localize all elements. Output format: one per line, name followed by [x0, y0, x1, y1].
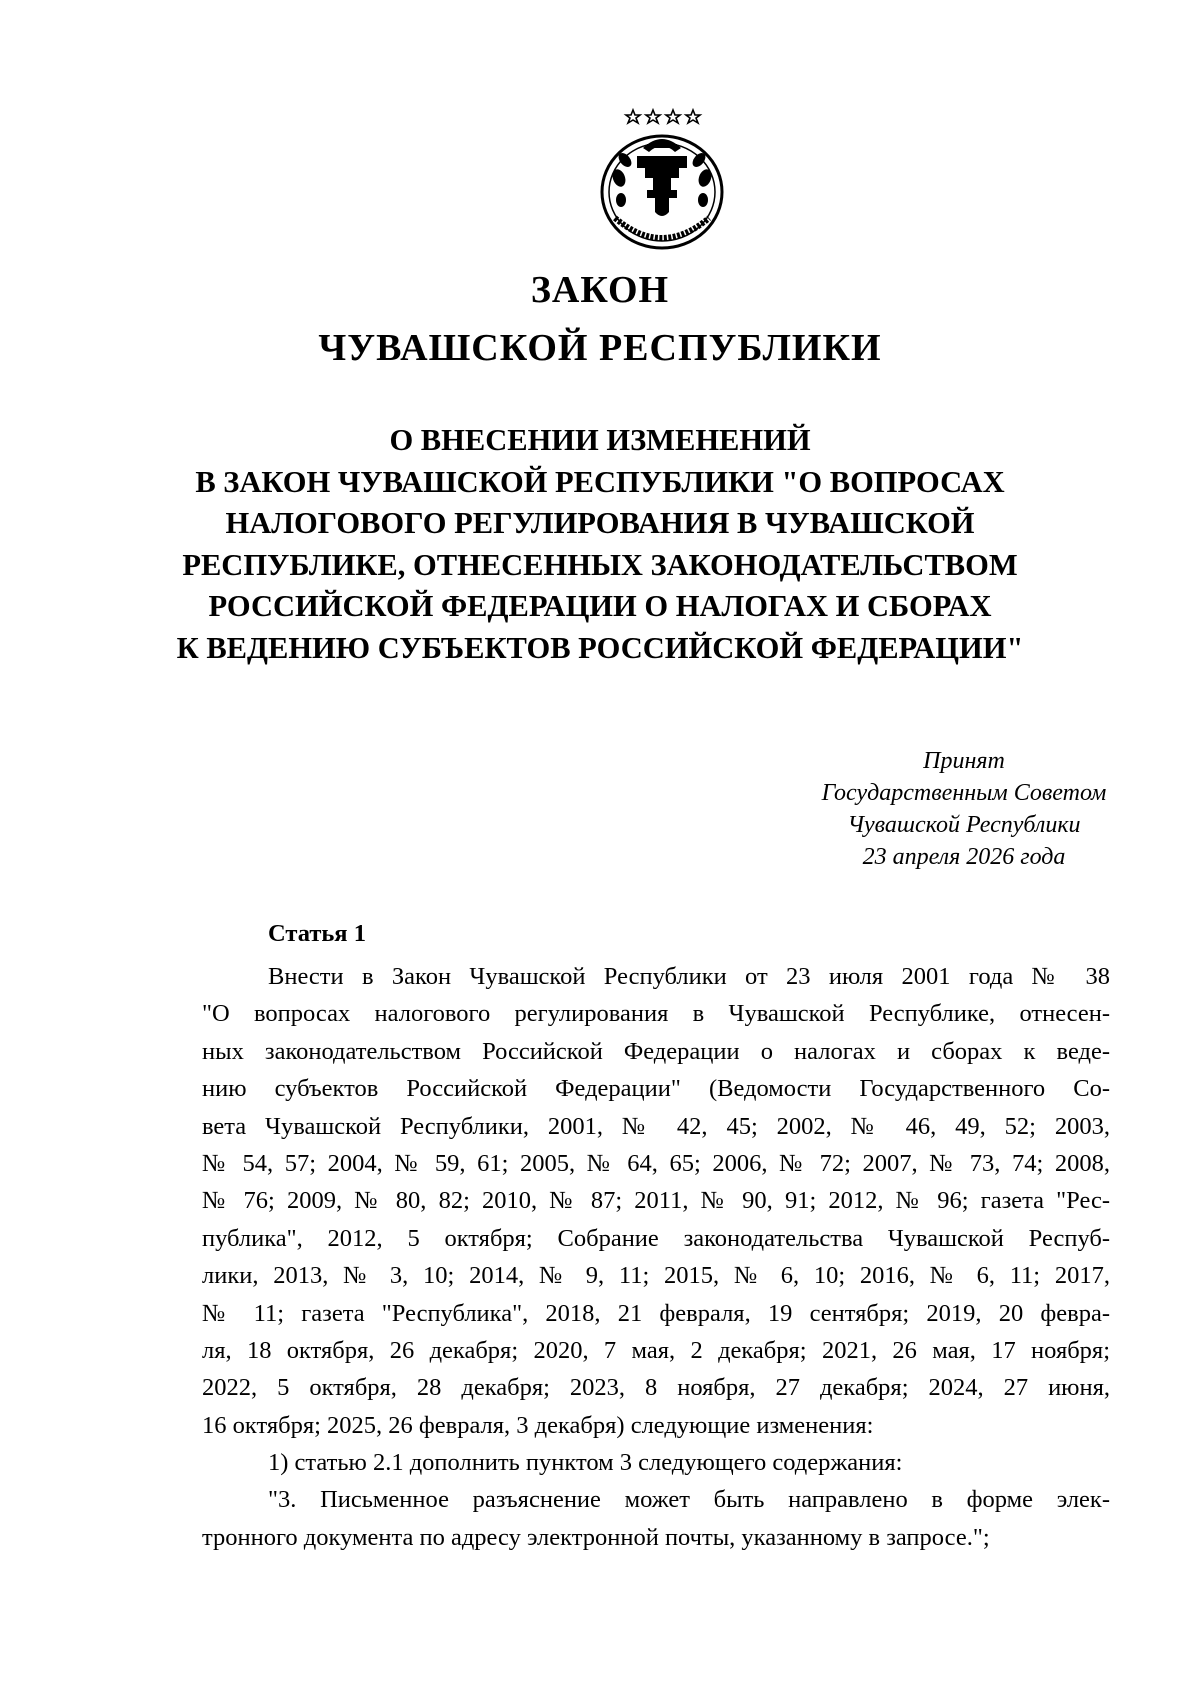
body-line: "3. Письменное разъяснение может быть направлено в форме элек-	[268, 1486, 1110, 1514]
article-body	[202, 958, 1110, 1556]
subtitle-line: РЕСПУБЛИКЕ, ОТНЕСЕННЫХ ЗАКОНОДАТЕЛЬСТВОМ	[182, 547, 1018, 582]
issuer-title: ЧУВАШСКОЙ РЕСПУБЛИКИ	[318, 327, 882, 369]
adoption-line: Чувашской Республики	[847, 812, 1081, 838]
article-heading: Статья 1	[268, 920, 366, 947]
body-line: № 76; 2009, № 80, 82; 2010, № 87; 2011, № 90, 91; 2012, № 96; газета "Рес-	[202, 1187, 1110, 1215]
body-line: 1) статью 2.1 дополнить пунктом 3 следующего содержания:	[268, 1449, 903, 1477]
body-line: публика", 2012, 5 октября; Собрание законодательства Чувашской Респуб-	[202, 1224, 1110, 1252]
body-line: Внести в Закон Чувашской Республики от 23 июля 2001 года № 38	[268, 963, 1110, 990]
body-line: ных законодательством Российской Федерации о налогах и сборах к веде-	[202, 1037, 1110, 1065]
adoption-line: Принят	[923, 748, 1005, 774]
body-line: № 11; газета "Республика", 2018, 21 февраля, 19 сентября; 2019, 20 февра-	[202, 1299, 1110, 1327]
body-line: "О вопросах налогового регулирования в Чувашской Республике, отнесен-	[202, 1000, 1110, 1028]
subtitle-line: В ЗАКОН ЧУВАШСКОЙ РЕСПУБЛИКИ "О ВОПРОСАХ	[195, 464, 1005, 499]
body-line: № 54, 57; 2004, № 59, 61; 2005, № 64, 65; 2006, № 72; 2007, № 73, 74; 2008,	[202, 1149, 1110, 1177]
subtitle-line: К ВЕДЕНИЮ СУБЪЕКТОВ РОССИЙСКОЙ ФЕДЕРАЦИИ"	[176, 630, 1024, 665]
body-line: ля, 18 октября, 26 декабря; 2020, 7 мая, 2 декабря; 2021, 26 мая, 17 ноября;	[202, 1336, 1110, 1364]
document-type-title: ЗАКОН	[530, 269, 670, 311]
body-line: 2022, 5 октября, 28 декабря; 2023, 8 ноября, 27 декабря; 2024, 27 июня,	[202, 1374, 1110, 1402]
adoption-line: Государственным Советом	[821, 780, 1107, 806]
subtitle-line: О ВНЕСЕНИИ ИЗМЕНЕНИЙ	[389, 423, 811, 457]
adoption-note	[740, 745, 1188, 873]
subtitle-line: РОССИЙСКОЙ ФЕДЕРАЦИИ О НАЛОГАХ И СБОРАХ	[208, 589, 992, 623]
body-line: тронного документа по адресу электронной почты, указанному в запросе.";	[202, 1523, 990, 1551]
body-line: лики, 2013, № 3, 10; 2014, № 9, 11; 2015, № 6, 10; 2016, № 6, 11; 2017,	[202, 1262, 1110, 1290]
law-subject-title	[150, 420, 1050, 669]
body-line: нию субъектов Российской Федерации" (Ведомости Государственного Со-	[202, 1075, 1110, 1103]
body-line: 16 октября; 2025, 26 февраля, 3 декабря) следующие изменения:	[202, 1411, 874, 1439]
coat-of-arms-icon	[595, 108, 729, 250]
body-line: вета Чувашской Республики, 2001, № 42, 45; 2002, № 46, 49, 52; 2003,	[202, 1112, 1110, 1140]
adoption-date: 23 апреля 2026 года	[862, 844, 1066, 870]
subtitle-line: НАЛОГОВОГО РЕГУЛИРОВАНИЯ В ЧУВАШСКОЙ	[225, 506, 975, 540]
